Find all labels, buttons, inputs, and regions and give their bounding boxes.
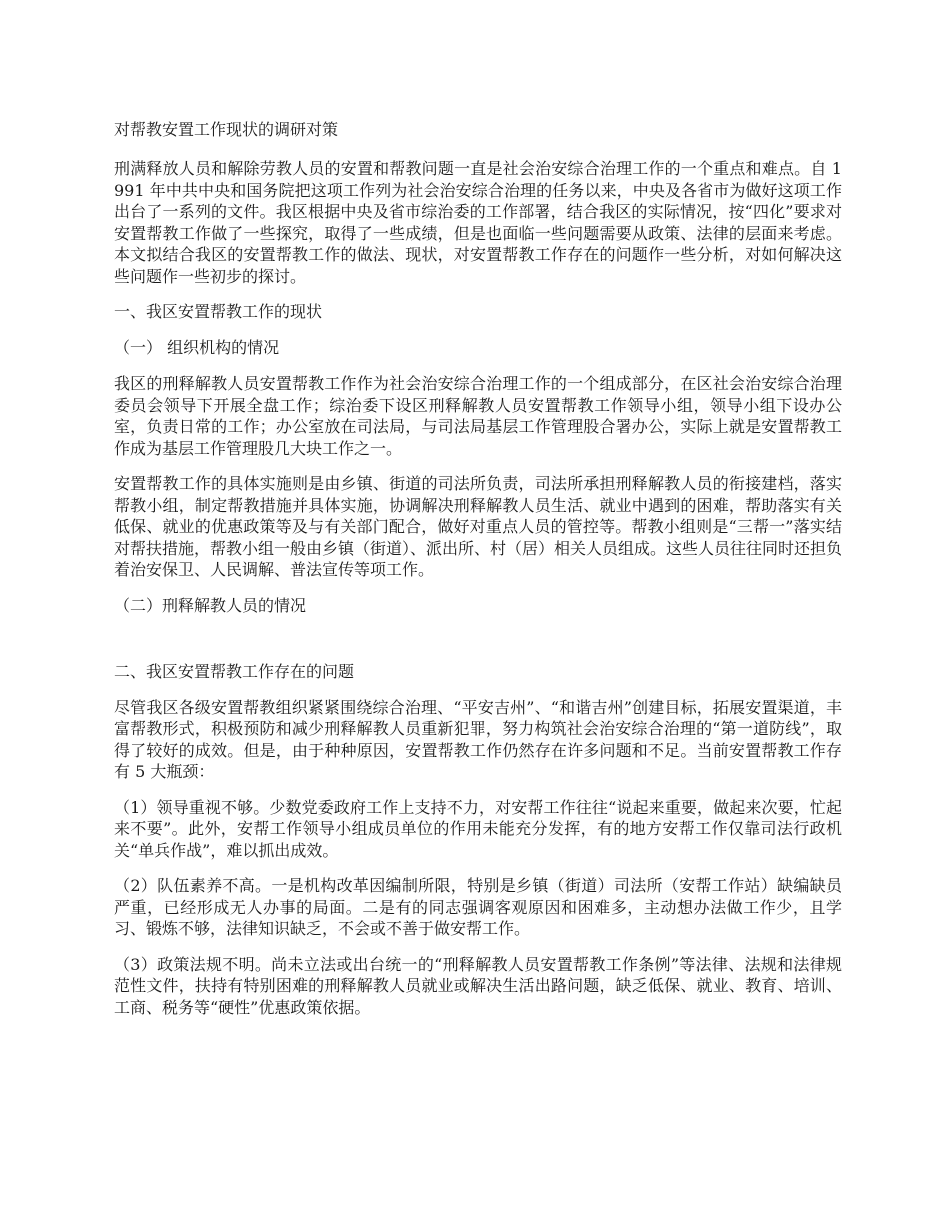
document-page bbox=[114, 118, 842, 1032]
document-title: 对帮教安置工作现状的调研对策 bbox=[114, 120, 339, 139]
section1-heading: 一、我区安置帮教工作的现状 bbox=[114, 302, 323, 321]
section2-item-1: （1）领导重视不够。少数党委政府工作上支持不力，对安帮工作往往“说起来重要，做起来次要，忙起来不要”。此外，安帮工作领导小组成员单位的作用未能充分发挥，有的地方安帮工作仅靠司法行政机关“单兵作战”，难以抓出成效。 bbox=[114, 797, 842, 860]
section2-item-2: （2）队伍素养不高。一是机构改革因编制所限，特别是乡镇（街道）司法所（安帮工作站）缺编缺员严重，已经形成无人办事的局面。二是有的同志强调客观原因和困难多，主动想办法做工作少，且学习、锻炼不够，法律知识缺乏，不会或不善于做安帮工作。 bbox=[114, 876, 842, 938]
section1-subheading-2: （二）刑释解教人员的情况 bbox=[114, 595, 307, 615]
section1-paragraph-1: 我区的刑释解教人员安置帮教工作作为社会治安综合治理工作的一个组成部分，在区社会治安综合治理委员会领导下开展全盘工作；综治委下设区刑释解教人员安置帮教工作领导小组，领导小组下设办公室，负责日常的工作；办公室放在司法局，与司法局基层工作管理股合署办公，实际上就是安置帮教工作成为基层工作管理股几大块工作之一。 bbox=[114, 374, 842, 458]
section1-subheading-1: （一） 组织机构的情况 bbox=[114, 338, 280, 357]
section1-paragraph-2: 安置帮教工作的具体实施则是由乡镇、街道的司法所负责，司法所承担刑释解教人员的衔接建档，落实帮教小组，制定帮教措施并具体实施，协调解决刑释解教人员生活、就业中遇到的困难，帮助落实有关低保、就业的优惠政策等及与有关部门配合，做好对重点人员的管控等。帮教小组则是“三帮一”落实结对帮扶措施，帮教小组一般由乡镇（街道）、派出所、村（居）相关人员组成。这些人员往往同时还担负着治安保卫、人民调解、普法宣传等项工作。 bbox=[114, 474, 843, 579]
section2-paragraph-1: 尽管我区各级安置帮教组织紧紧围绕综合治理、“平安吉州”、“和谐吉州”创建目标，拓展安置渠道，丰富帮教形式，积极预防和减少刑释解教人员重新犯罪，努力构筑社会治安综合治理的“第一道防线”，取得了较好的成效。但是，由于种种原因，安置帮教工作仍然存在许多问题和不足。当前安置帮教工作存有 5 大瓶颈： bbox=[114, 697, 842, 781]
section2-heading: 二、我区安置帮教工作存在的问题 bbox=[114, 661, 355, 681]
section2-item-3: （3）政策法规不明。尚未立法或出台统一的“刑释解教人员安置帮教工作条例”等法律、法规和法律规范性文件，扶持有特别困难的刑释解教人员就业或解决生活出路问题，缺乏低保、就业、教育、培训、工商、税务等“硬性”优惠政策依据。 bbox=[114, 954, 842, 1017]
intro-paragraph: 刑满释放人员和解除劳教人员的安置和帮教问题一直是社会治安综合治理工作的一个重点和难点。自 1991 年中共中央和国务院把这项工作列为社会治安综合治理的任务以来，中央及各省市为做好这项工作出台了一系列的文件。我区根据中央及省市综治委的工作部署，结合我区的实际情况，按“四化”要求对安置帮教工作做了一些探究，取得了一些成绩，但是也面临一些问题需要从政策、法律的层面来考虑。本文拟结合我区的安置帮教工作的做法、现状，对安置帮教工作存在的问题作一些分析，对如何解决这些问题作一些初步的探讨。 bbox=[114, 159, 842, 286]
blank-space bbox=[114, 631, 842, 661]
